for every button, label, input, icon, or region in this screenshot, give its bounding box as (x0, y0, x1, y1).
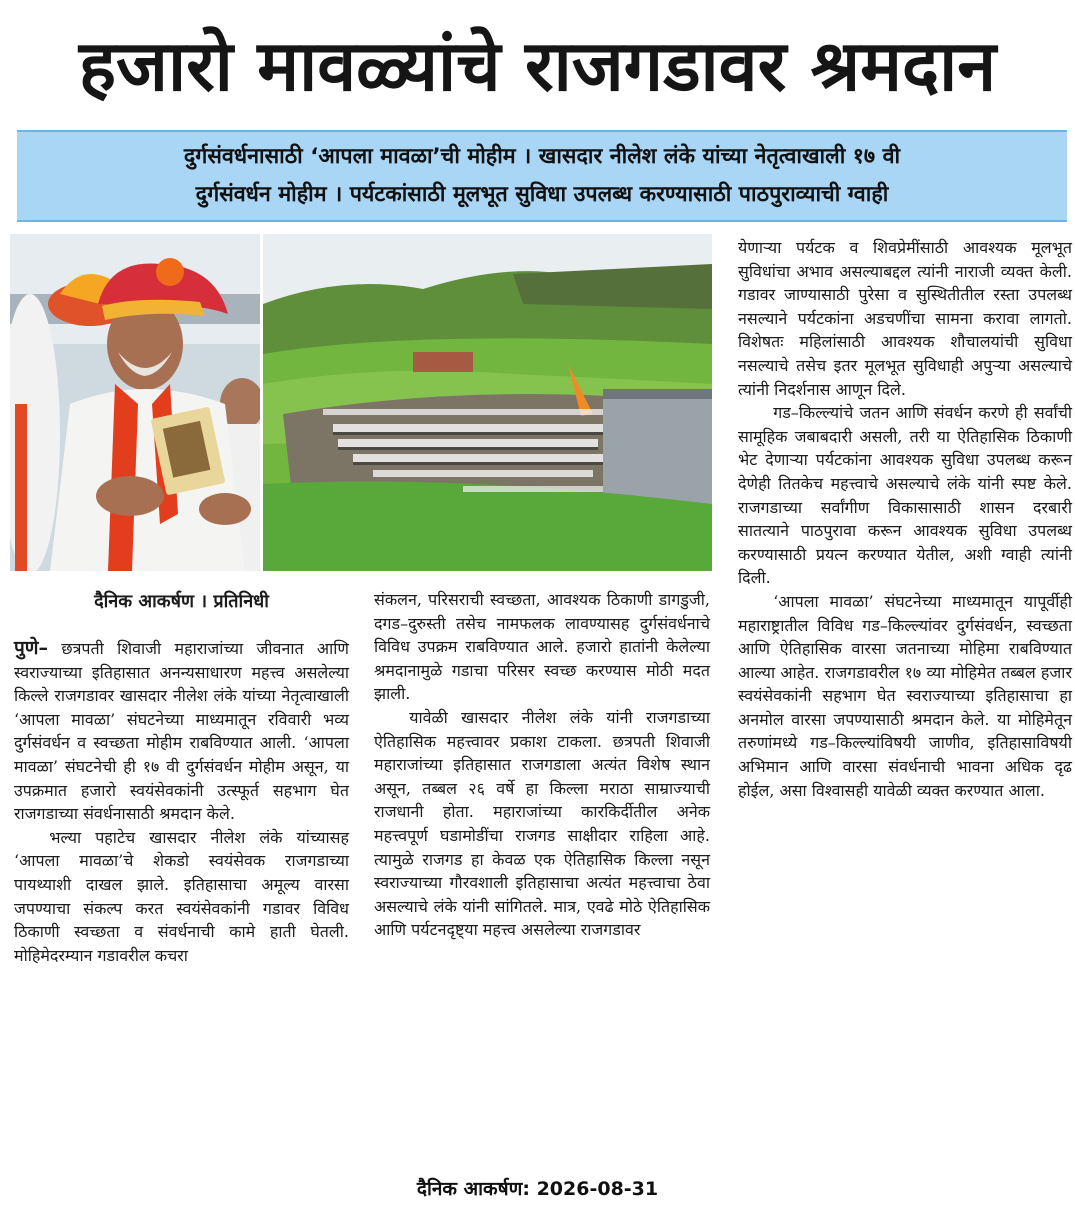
dateline: पुणे– (14, 637, 49, 659)
fort-volunteers-photo (263, 234, 712, 571)
article-paragraph: संकलन, परिसराची स्वच्छता, आवश्यक ठिकाणी डागडुजी, दगड–दुरुस्ती तसेच नामफलक लावण्यासह दुर्गसंवर्धनाचे विविध उपक्रम राबविण्यात आले. हजारो हातांनी केलेल्या श्रमदानामुळे गडाचा परिसर स्वच्छ करण्यास मोठी मदत झाली. (374, 590, 710, 704)
deck-banner (17, 130, 1067, 222)
paragraph-text: छत्रपती शिवाजी महाराजांच्या जीवनात आणि स्वराज्याच्या इतिहासात अनन्यसाधारण महत्त्व असलेल्या किल्ले राजगडावर खासदार नीलेश लंके यांच्या नेतृत्वाखाली ‘आपला मावळा’ संघटनेच्या माध्यमातून रविवारी भव्य दुर्गसंवर्धन व स्वच्छता मोहीम राबविण्यात आली. ‘आपला मावळा’ संघटनेची ही १७ वी दुर्गसंवर्धन मोहीम असून, या उपक्रमात हजारो स्वयंसेवकांनी उत्स्फूर्त सहभाग घेत राजगडाच्या संवर्धनासाठी श्रमदान केले. (14, 639, 349, 824)
deck-line-2: दुर्गसंवर्धन मोहीम । पर्यटकांसाठी मूलभूत सुविधा उपलब्ध करण्यासाठी पाठपुराव्याची ग्वाही (195, 182, 889, 207)
article-column-3 (738, 236, 1072, 802)
byline: दैनिक आकर्षण । प्रतिनिधी (94, 591, 269, 612)
footer-date: दैनिक आकर्षण: 2026-08-31 (416, 1178, 659, 1200)
article-paragraph: येणाऱ्या पर्यटक व शिवप्रेमींसाठी आवश्यक मूलभूत सुविधांचा अभाव असल्याबद्दल त्यांनी नाराजी व्यक्त केली. गडावर जाण्यासाठी पुरेसा व सुस्थितीतील रस्ता उपलब्ध नसल्याने पर्यटकांना अडचणींचा सामना करावा लागतो. विशेषतः महिलांसाठी आवश्यक शौचालयांची सुविधा नसल्याचे तसेच इतर मूलभूत सुविधाही अपुऱ्या असल्याचे त्यांनी निदर्शनास आणून दिले. (738, 238, 1072, 399)
headline: हजारो मावळ्यांचे राजगडावर श्रमदान (78, 25, 997, 107)
deck-line-1: दुर्गसंवर्धनासाठी ‘आपला मावळा’ची मोहीम । खासदार नीलेश लंके यांच्या नेतृत्वाखाली १७ वी (183, 144, 901, 169)
article-paragraph: गड–किल्ल्यांचे जतन आणि संवर्धन करणे ही सर्वांची सामूहिक जबाबदारी असली, तरी या ऐतिहासिक ठिकाणी भेट देणाऱ्या पर्यटकांना आवश्यक सुविधा उपलब्ध करून देणेही तितकेच महत्त्वाचे असल्याचे लंके यांनी स्पष्ट केले. राजगडाच्या सर्वांगीण विकासासाठी शासन दरबारी सातत्याने पाठपुरावा करून आवश्यक सुविधा उपलब्ध करण्यासाठी प्रयत्न करण्यात येतील, अशी ग्वाही त्यांनी दिली. (738, 403, 1072, 588)
article-column-2 (374, 588, 710, 942)
article-paragraph: यावेळी खासदार नीलेश लंके यांनी राजगडाच्या ऐतिहासिक महत्त्वावर प्रकाश टाकला. छत्रपती शिवाजी महाराजांच्या इतिहासात राजगडाला अत्यंत विशेष स्थान असून, तब्बल २६ वर्षे हा किल्ला मराठा साम्राज्याची राजधानी होता. महाराजांच्या कारकिर्दीतील अनेक महत्त्वपूर्ण घडामोडींचा राजगड साक्षीदार राहिला आहे. त्यामुळे राजगड हा केवळ एक ऐतिहासिक किल्ला नसून स्वराज्याच्या गौरवशाली इतिहासाचा अत्यंत महत्त्वाचा ठेवा असल्याचे लंके यांनी सांगितले. मात्र, एवढे मोठे ऐतिहासिक आणि पर्यटनदृष्ट्या महत्त्व असलेल्या राजगडावर (374, 707, 710, 940)
article-paragraph: भल्या पहाटेच खासदार नीलेश लंके यांच्यासह ‘आपला मावळा’चे शेकडो स्वयंसेवक राजगडाच्या पायथ्याशी दाखल झाले. इतिहासाचा अमूल्य वारसा जपण्याचा संकल्प करत स्वयंसेवकांनी गडावर विविध ठिकाणी स्वच्छता व संवर्धनाची कामे हाती घेतली. मोहिमेदरम्यान गडावरील कचरा (14, 827, 349, 965)
portrait-photo (10, 234, 260, 571)
article-paragraph: ‘आपला मावळा’ संघटनेच्या माध्यमातून यापूर्वीही महाराष्ट्रातील विविध गड–किल्ल्यांवर दुर्गसंवर्धन, स्वच्छता आणि ऐतिहासिक वारसा जतनाच्या मोहिमा राबविण्यात आल्या आहेत. राजगडावरील १७ व्या मोहिमेत तब्बल हजार स्वयंसेवकांनी सहभाग घेत स्वराज्याच्या इतिहासाचा हा अनमोल वारसा जपण्यासाठी श्रमदान केले. या मोहिमेतून तरुणांमध्ये गड–किल्ल्यांविषयी जाणीव, इतिहासाविषयी अभिमान आणि वारसा संवर्धनाची भावना अधिक दृढ होईल, असा विश्वासही यावेळी व्यक्त करण्यात आला. (738, 591, 1072, 800)
article-paragraph (14, 637, 349, 826)
article-column-1 (14, 637, 349, 967)
